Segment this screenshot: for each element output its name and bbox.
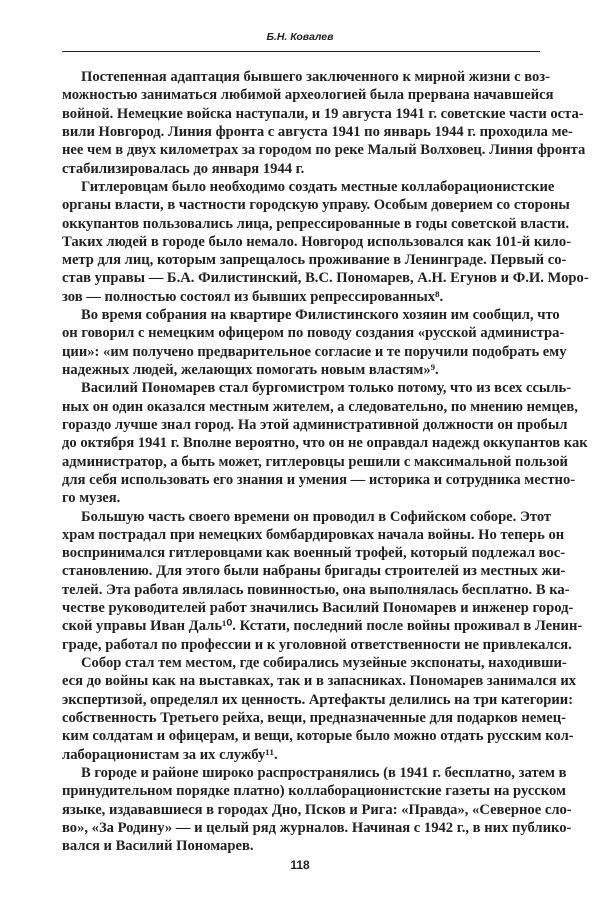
text-line: лаборационистам за их службу¹¹. [62,746,278,763]
text-line: метр для лиц, которым запрещалось проживание в Ленинграде. Первый со- [62,252,567,269]
body-text [62,68,589,855]
text-line: администратор, а быть может, гитлеровцы решили с максимальной пользой [62,453,568,470]
text-line: принудительном порядке платно) коллаборационистские газеты на русском [62,783,566,800]
text-line: В городе и районе широко распространялись (в 1941 г. бесплатно, затем в [81,764,567,781]
text-line: ции»: «им получено предварительное согласие и те поручили подобрать ему [62,343,567,360]
text-line: собственность Третьего рейха, вещи, предназначенные для подарков немец- [62,709,567,726]
text-line: храм пострадал при немецких бомбардировках начала войны. Но теперь он [62,526,565,543]
text-line: вили Новгород. Линия фронта с августа 1941 по январь 1944 г. проходила ме- [62,123,573,140]
page-number: 118 [290,858,310,872]
text-line: нее чем в двух километрах за городом по реке Малый Волховец. Линия фронта [62,142,586,159]
paragraph [62,508,583,655]
text-line: ных он один оказался местным жителем, а следовательно, по мнению немцев, [62,398,578,415]
header-rule [62,51,540,52]
paragraph [62,654,577,764]
text-line: становлению. Для этого были набраны бригады строителей из местных жи- [62,563,566,580]
text-line: он говорил с немецким офицером по поводу создания «русской администра- [62,325,565,342]
text-line: для себя использовать его знания и умения — историка и сотрудника местно- [62,471,576,488]
text-line: органы власти, в частности городскую управу. Особым доверием со стороны [62,197,570,214]
text-line: Таких людей в городе было немало. Новгород использовался как 101-й кило- [62,233,571,250]
text-line: еся до войны как на выставках, так и в запасниках. Пономарев занимался их [62,673,577,690]
text-line: во», «За Родину» — и целый ряд журналов. Начиная с 1942 г., в них публико- [62,819,572,836]
text-line: ким солдатам и офицерам, и вещи, которые было можно отдать русским кол- [62,728,574,745]
text-line: вался и Василий Пономарев. [62,838,254,855]
text-line: можностью заниматься любимой археологией была прервана начавшейся [62,87,554,104]
text-line: Гитлеровцам было необходимо создать местные коллаборационистские [81,178,555,195]
text-line: ской управы Иван Даль¹⁰. Кстати, последний после войны проживал в Ленин- [62,618,583,635]
text-line: Василий Пономарев стал бургомистром только потому, что из всех ссыль- [81,380,572,397]
text-line: экспертизой, определял их ценность. Артефакты делились на три категории: [62,691,574,708]
paragraph [62,764,572,856]
paragraph [62,306,567,379]
text-line: зов — полностью состоял из бывших репрессированных⁸. [62,288,444,305]
text-line: надежных людей, желающих помогать новым властям»⁹. [62,362,439,378]
text-line: оккупантов пользовались лица, репрессированные в годы советской власти. [62,215,570,232]
running-head: Б.Н. Ковалев [266,31,334,43]
text-line: Постепенная адаптация бывшего заключенного к мирной жизни с воз- [81,69,551,85]
text-line: Во время собрания на квартире Филистинского хозяин им сообщил, что [81,307,560,324]
text-line: стабилизировалась до января 1944 г. [62,160,305,177]
text-line: граде, работал по профессии и к уголовной ответственности не привлекался. [62,636,572,653]
text-line: телей. Эта работа являлась повинностью, она выполнялась бесплатно. В ка- [62,581,570,598]
paragraph [62,178,589,306]
text-line: став управы — Б.А. Филистинский, В.С. Пономарев, А.Н. Егунов и Ф.И. Моро- [62,270,589,287]
text-line: честве руководителей работ значились Василий Пономарев и инженер город- [62,600,574,617]
text-line: Собор стал тем местом, где собирались музейные экспонаты, находивши- [81,655,567,671]
text-line: языке, издававшиеся в городах Дно, Псков и Рига: «Правда», «Северное сло- [62,801,572,818]
paragraph [62,379,588,507]
text-line: воспринимался гитлеровцами как военный трофей, который подлежал вос- [62,545,566,562]
text-line: Большую часть своего времени он проводил в Софийском соборе. Этот [81,508,552,525]
text-line: гораздо лучше знал город. На этой административной должности он пробыл [62,416,568,433]
text-line: войной. Немецкие войска наступали, и 19 августа 1941 г. советские части оста- [62,105,584,122]
paragraph [62,68,586,178]
text-line: го музея. [62,490,121,507]
text-line: до октября 1941 г. Вполне вероятно, что он не оправдал надежд оккупантов как [62,435,588,452]
